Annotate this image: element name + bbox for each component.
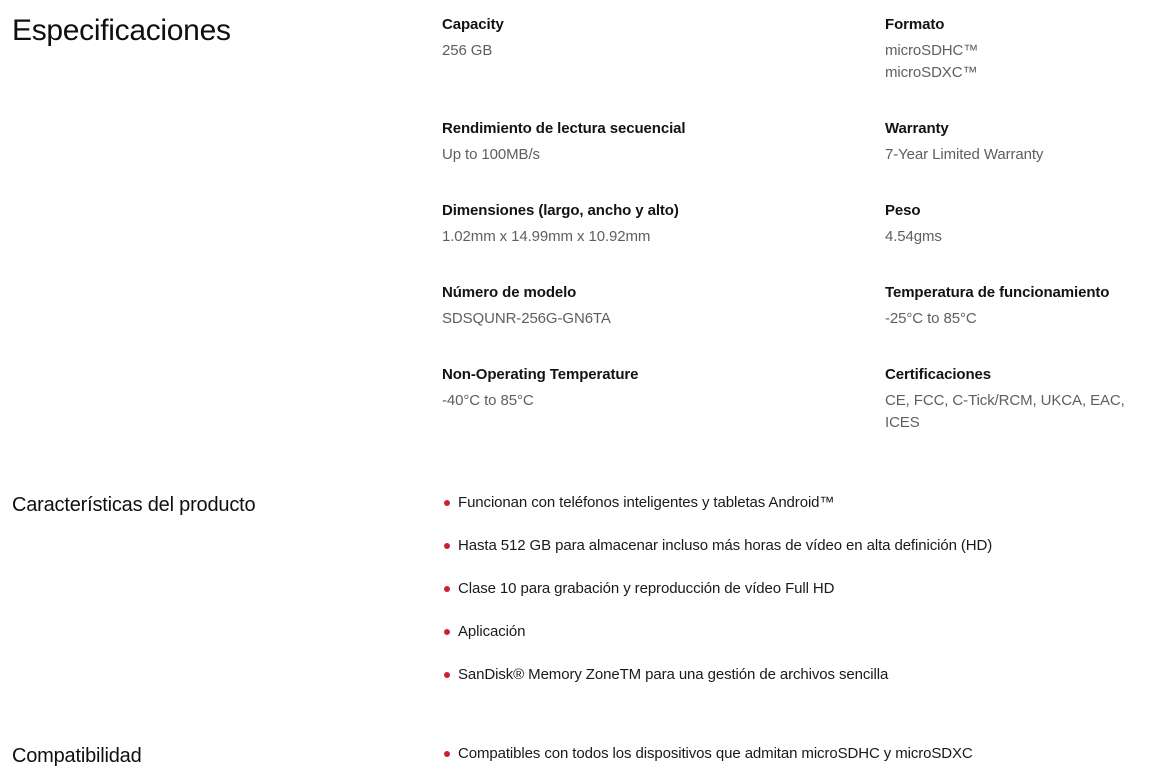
spec-grid <box>442 12 1137 434</box>
compatibility-content <box>442 743 1153 764</box>
spec-item-dimensions <box>442 200 885 248</box>
spec-item-weight <box>885 200 1137 248</box>
section-compatibility <box>0 743 1153 769</box>
spec-label: Non-Operating Temperature <box>442 366 639 383</box>
spec-value: microSDXC™ <box>885 64 978 81</box>
spec-label: Dimensiones (largo, ancho y alto) <box>442 202 679 219</box>
section-product-features <box>0 492 1153 685</box>
spec-item-formato <box>885 14 1137 84</box>
compatibility-text: Compatibles con todos los dispositivos que admitan microSDHC y microSDXC <box>458 745 973 762</box>
feature-text: Hasta 512 GB para almacenar incluso más horas de vídeo en alta definición (HD) <box>458 537 993 554</box>
spec-label: Capacity <box>442 16 504 33</box>
compatibility-title: Compatibilidad <box>12 745 142 767</box>
feature-list <box>442 492 1137 685</box>
spec-label: Peso <box>885 202 921 219</box>
spec-item-capacity <box>442 14 885 84</box>
spec-value: SDSQUNR-256G-GN6TA <box>442 310 611 327</box>
section-specifications <box>0 12 1153 434</box>
feature-text: Funcionan con teléfonos inteligentes y tabletas Android™ <box>458 494 835 511</box>
feature-item <box>442 664 1137 685</box>
specifications-title: Especificaciones <box>12 14 231 47</box>
compatibility-heading-column <box>0 743 442 769</box>
feature-text: Clase 10 para grabación y reproducción de vídeo Full HD <box>458 580 835 597</box>
bullet-icon <box>444 500 450 506</box>
spec-label: Rendimiento de lectura secuencial <box>442 120 686 137</box>
features-title: Características del producto <box>12 494 256 516</box>
bullet-icon <box>444 672 450 678</box>
spec-value: CE, FCC, C-Tick/RCM, UKCA, EAC, ICES <box>885 392 1125 431</box>
bullet-icon <box>444 586 450 592</box>
spec-value: -40°C to 85°C <box>442 392 534 409</box>
feature-item <box>442 621 1137 642</box>
spec-value: 7-Year Limited Warranty <box>885 146 1044 163</box>
feature-item <box>442 535 1137 556</box>
compatibility-item <box>442 743 1137 764</box>
spec-value: 1.02mm x 14.99mm x 10.92mm <box>442 228 651 245</box>
spec-item-certifications <box>885 364 1137 434</box>
spec-value: -25°C to 85°C <box>885 310 977 327</box>
spec-item-non-operating-temperature <box>442 364 885 434</box>
specs-page <box>0 12 1153 769</box>
bullet-icon <box>444 543 450 549</box>
spec-value: 256 GB <box>442 42 493 59</box>
spec-label: Temperatura de funcionamiento <box>885 284 1110 301</box>
spec-item-read-performance <box>442 118 885 166</box>
spec-item-operating-temperature <box>885 282 1137 330</box>
feature-item <box>442 578 1137 599</box>
spec-label: Número de modelo <box>442 284 577 301</box>
features-content <box>442 492 1153 685</box>
compatibility-list <box>442 743 1137 764</box>
specifications-content <box>442 12 1153 434</box>
spec-value: 4.54gms <box>885 228 942 245</box>
feature-text: Aplicación <box>458 623 526 640</box>
feature-item <box>442 492 1137 513</box>
spec-item-warranty <box>885 118 1137 166</box>
spec-value: microSDHC™ <box>885 42 979 59</box>
spec-label: Warranty <box>885 120 949 137</box>
spec-label: Certificaciones <box>885 366 992 383</box>
bullet-icon <box>444 751 450 757</box>
bullet-icon <box>444 629 450 635</box>
specifications-heading-column <box>0 12 442 50</box>
spec-label: Formato <box>885 16 945 33</box>
feature-text: SanDisk® Memory ZoneTM para una gestión de archivos sencilla <box>458 666 889 683</box>
spec-item-model-number <box>442 282 885 330</box>
spec-value: Up to 100MB/s <box>442 146 540 163</box>
features-heading-column <box>0 492 442 518</box>
